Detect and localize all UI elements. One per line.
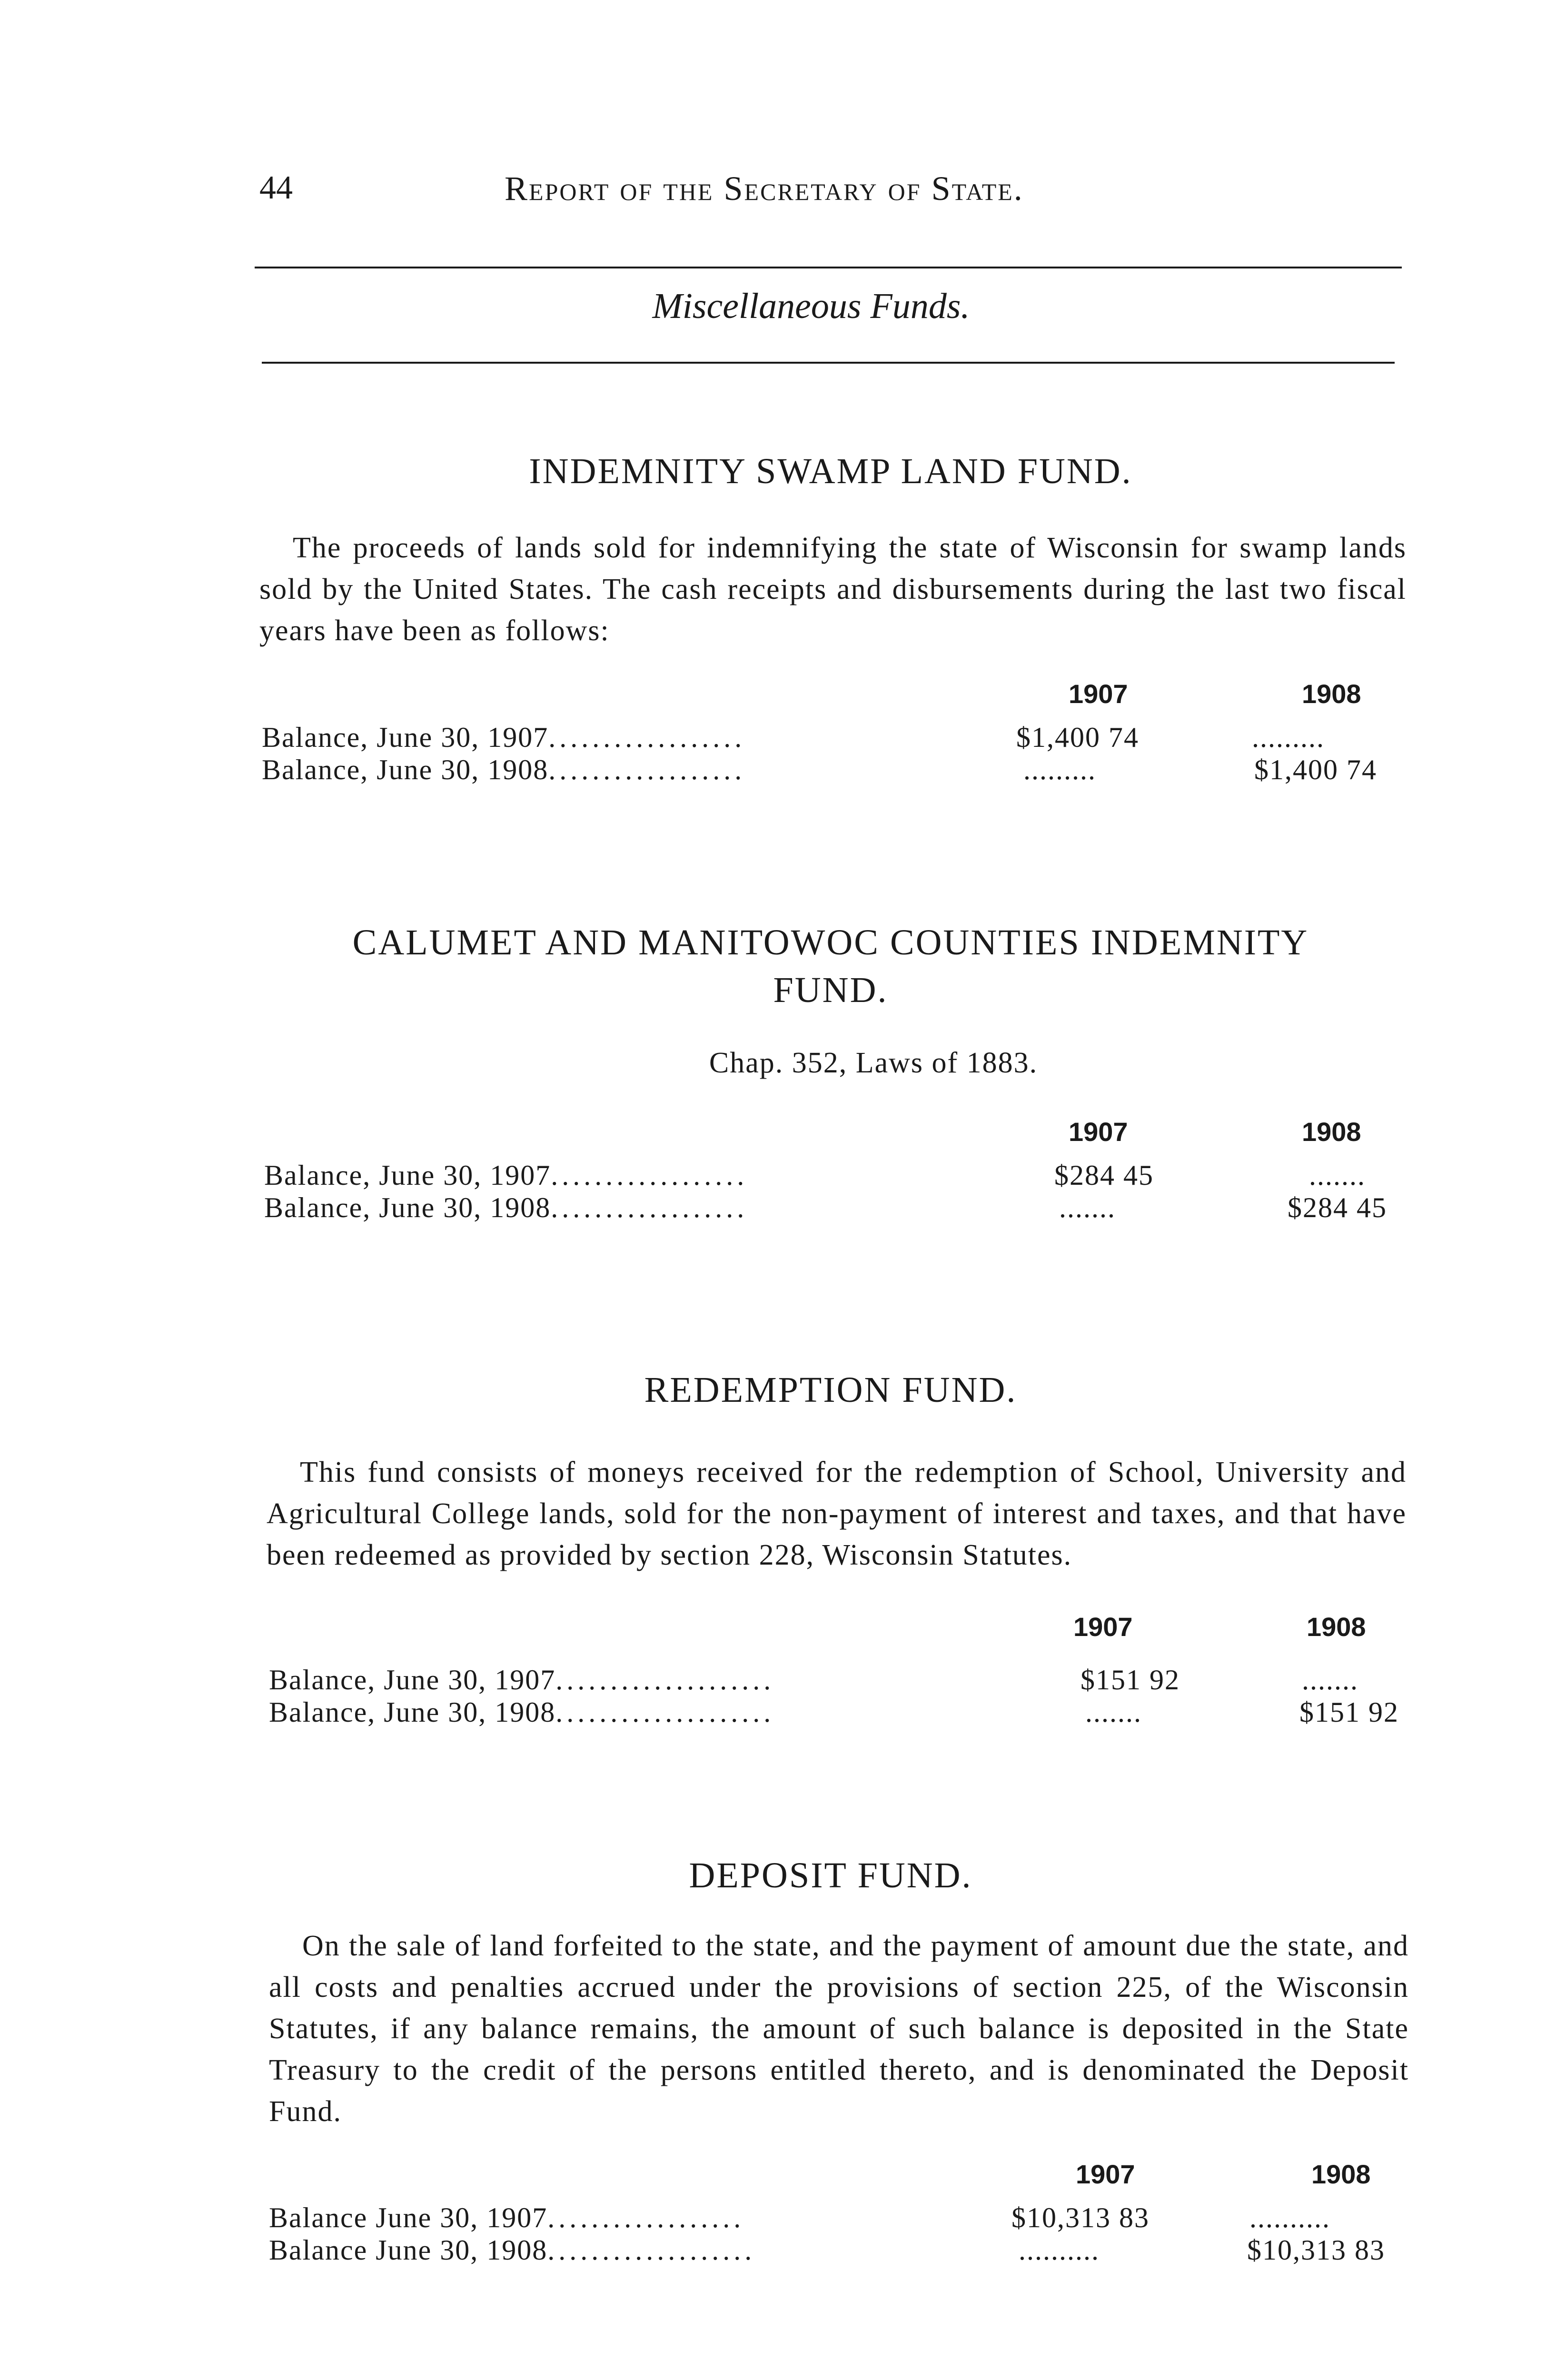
amount-1907: $1,400 74 [1016,722,1139,753]
amount-1907: $284 45 [1054,1160,1154,1191]
section-heading-deposit-fund: DEPOSIT FUND. [689,1855,972,1895]
table-row [264,1159,1416,1191]
table-row [264,1191,1416,1224]
table-calumet-manitowoc [264,1116,1416,1224]
row-label: Balance, June 30, 1908.................. [264,1192,748,1223]
table-deposit-fund [269,2159,1421,2266]
amount-1908: $151 92 [1299,1696,1399,1728]
row-label: Balance June 30, 1908................... [269,2234,756,2266]
paragraph-redemption-fund: This fund consists of moneys received for the redemption of School, University and Agricultural College lands, sold for the non-payment of interest and taxes, and that have been redeemed as provided by section 228, Wisconsin Statutes. [267,1456,1407,1571]
table-row [262,754,1414,786]
column-header-1907: 1907 [1076,2159,1135,2189]
column-header-1908: 1908 [1302,679,1361,709]
amount-1908: ......... [1252,722,1325,753]
row-label: Balance June 30, 1907.................. [269,2202,745,2233]
table-row [262,721,1414,754]
table-header-row [269,1611,1421,1654]
page-number: 44 [259,169,293,206]
paragraph-deposit-fund: On the sale of land forfeited to the state, and the payment of amount due the state, and all costs and penalties accrued under the provisions of section 225, of the Wisconsin Statutes, if any balance remains, the amount of such balance is deposited in the State Treasury to the credit of the persons entitled thereto, and is denominated the Deposit Fund. [269,1930,1409,2128]
table-indemnity-swamp-land-fund [262,678,1414,786]
row-label: Balance, June 30, 1907.................. [262,722,746,753]
amount-1908: .......... [1249,2202,1330,2233]
section-heading-redemption-fund: REDEMPTION FUND. [644,1370,1017,1410]
amount-1907: $151 92 [1080,1664,1180,1696]
column-header-1908: 1908 [1311,2159,1371,2189]
table-row [269,2202,1421,2234]
section-heading-indemnity-swamp-land-fund: INDEMNITY SWAMP LAND FUND. [529,451,1132,491]
amount-1907: $10,313 83 [1011,2202,1150,2233]
amount-1908: ....... [1302,1664,1358,1696]
amount-1907: .......... [1019,2234,1100,2266]
amount-1907: ......... [1023,754,1096,785]
table-header-row [269,2159,1421,2202]
amount-1907: ....... [1059,1192,1116,1223]
amount-1907: ....... [1085,1696,1142,1728]
table-row [269,1696,1421,1728]
column-header-1908: 1908 [1302,1117,1361,1147]
amount-1908: $1,400 74 [1254,754,1377,785]
paragraph-indemnity-swamp-land-fund: The proceeds of lands sold for indemnifying the state of Wisconsin for swamp lands sold by the United States. The cash receipts and disbursements during the last two fiscal years have been as follows: [259,532,1407,647]
amount-1908: ....... [1309,1160,1366,1191]
column-header-1907: 1907 [1069,679,1128,709]
table-row [269,2234,1421,2266]
section-title: Miscellaneous Funds. [652,286,970,326]
section-heading-calumet-manitowoc-line2: FUND. [773,970,888,1010]
section-heading-calumet-manitowoc-line1: CALUMET AND MANITOWOC COUNTIES INDEMNITY [352,922,1309,962]
table-header-row [264,1116,1416,1159]
row-label: Balance, June 30, 1907.................. [264,1160,748,1191]
row-label: Balance, June 30, 1907.................... [269,1664,775,1696]
header-rule-top [255,267,1402,268]
header-rule-bottom [262,362,1395,364]
subtitle-chapter-reference: Chap. 352, Laws of 1883. [709,1047,1038,1079]
table-redemption-fund [269,1611,1421,1728]
table-row [269,1664,1421,1696]
column-header-1907: 1907 [1069,1117,1128,1147]
amount-1908: $284 45 [1288,1192,1387,1223]
table-header-row [262,678,1414,721]
column-header-1907: 1907 [1073,1612,1133,1642]
column-header-1908: 1908 [1307,1612,1366,1642]
row-label: Balance, June 30, 1908.................. [262,754,746,785]
running-title: Report of the Secretary of State. [505,169,1024,208]
row-label: Balance, June 30, 1908.................... [269,1696,775,1728]
amount-1908: $10,313 83 [1247,2234,1385,2266]
